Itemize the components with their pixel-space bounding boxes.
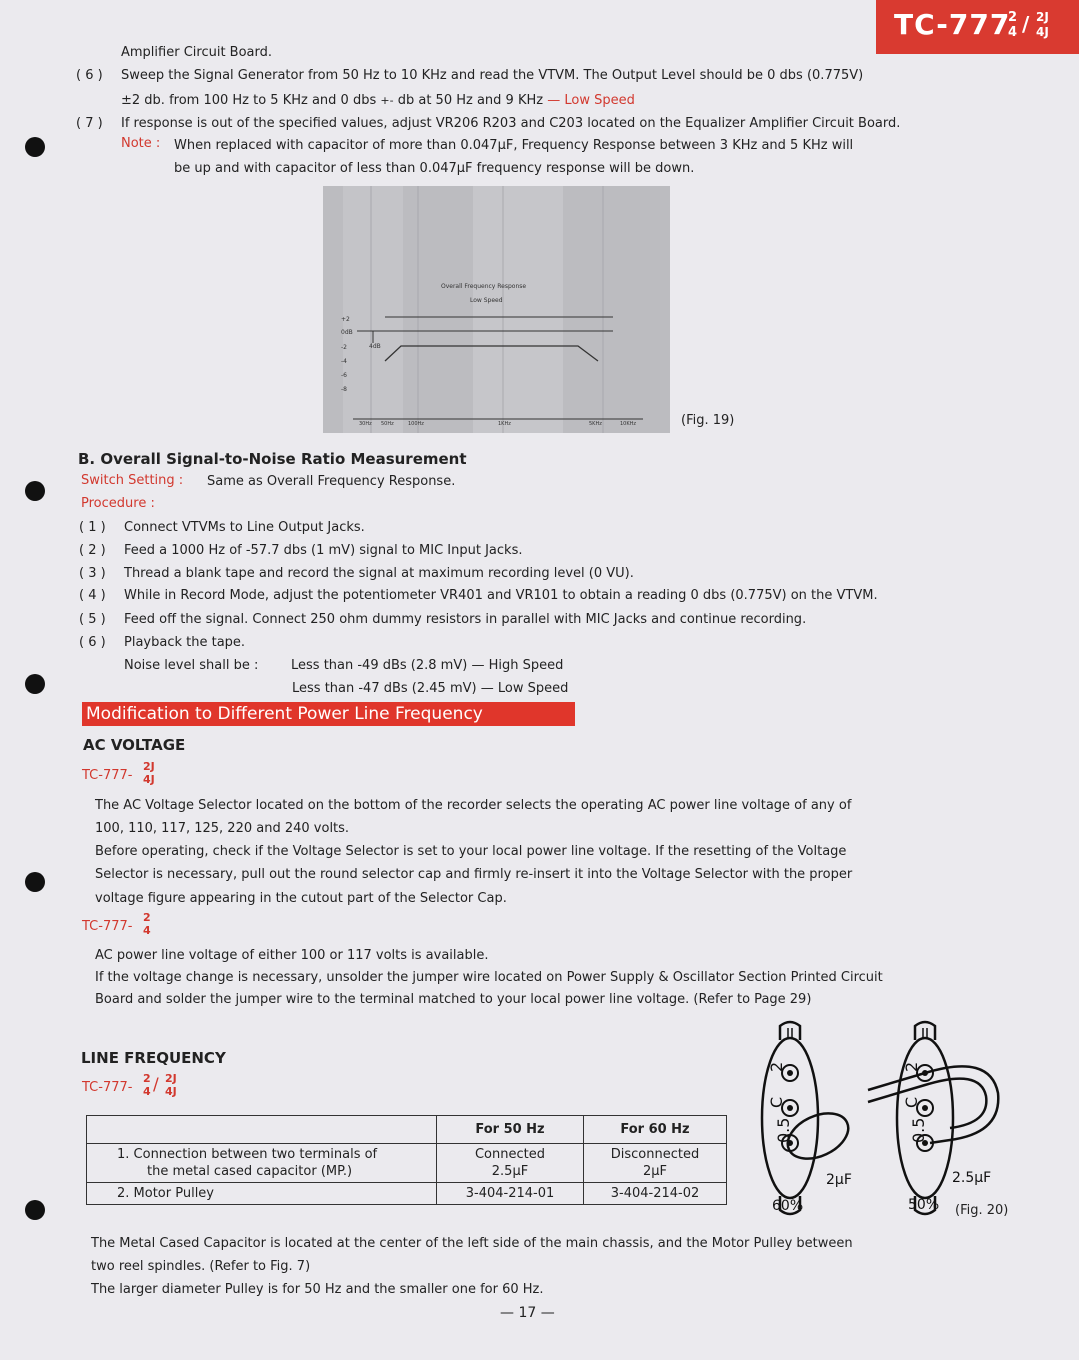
paragraph-line: The AC Voltage Selector located on the bottom of the recorder selects the operating AC power line voltage of any of	[95, 798, 852, 813]
step-num: ( 7 )	[76, 116, 103, 131]
paragraph-line: Before operating, check if the Voltage Selector is set to your local power line voltage. If the resetting of the Voltage	[95, 844, 847, 859]
capacitor-50hz	[868, 1022, 998, 1214]
graph-title: Overall Frequency Response	[441, 283, 527, 290]
capacitor-lug-slot	[788, 1028, 792, 1038]
y-tick: 0dB	[341, 329, 353, 336]
y-tick: -8	[341, 386, 347, 393]
terminal-label: C	[902, 1096, 921, 1108]
model-ref-sup: 2	[143, 1072, 151, 1085]
terminal-label: 2	[902, 1061, 921, 1072]
binder-hole	[25, 1200, 45, 1220]
note-text: When replaced with capacitor of more than 0.047μF, Frequency Response between 3 KHz and 5 KHz will	[174, 138, 854, 153]
intro-line: Amplifier Circuit Board.	[121, 45, 273, 60]
model-ref-sub: 4J	[143, 773, 155, 786]
model-ref-main: TC-777-	[82, 768, 133, 783]
graph-subtitle: Low Speed	[470, 297, 503, 304]
fig20-caption: (Fig. 20)	[955, 1203, 1009, 1218]
low-speed-label: — Low Speed	[547, 93, 635, 108]
note-label: Note :	[121, 136, 161, 151]
frequency-response-graph	[323, 186, 670, 433]
table-cell-line: Disconnected	[610, 1147, 700, 1162]
noise-label: Noise level shall be :	[124, 658, 259, 673]
table-cell-line: 1. Connection between two terminals of	[117, 1147, 378, 1162]
step-text: If response is out of the specified values, adjust VR206 R203 and C203 located on the Equalizer Amplifier Circuit Board.	[121, 116, 901, 131]
model-badge	[876, 0, 1079, 54]
procedure-label: Procedure :	[81, 496, 155, 511]
modification-heading: Modification to Different Power Line Frequency	[82, 702, 575, 726]
graph-band	[343, 186, 403, 433]
model-ref-slash: /	[153, 1075, 159, 1095]
binder-hole	[25, 137, 45, 157]
table-header-cell: For 50 Hz	[437, 1116, 584, 1144]
step-text: Sweep the Signal Generator from 50 Hz to 10 KHz and read the VTVM. The Output Level should be 0 dbs (0.775V)	[121, 68, 864, 83]
paragraph-line: The larger diameter Pulley is for 50 Hz and the smaller one for 60 Hz.	[91, 1282, 544, 1297]
table-cell-line: 2.5μF	[491, 1164, 529, 1179]
section-b-title: B. Overall Signal-to-Noise Ratio Measurement	[78, 450, 467, 468]
fig19-caption: (Fig. 19)	[681, 413, 735, 428]
table-cell-line: Connected	[474, 1147, 545, 1162]
capacitance-label: 2μF	[826, 1172, 852, 1188]
noise-spec-high: Less than -49 dBs (2.8 mV) — High Speed	[291, 658, 564, 673]
x-tick: 1KHz	[498, 421, 511, 427]
paragraph-line: AC power line voltage of either 100 or 117 volts is available.	[95, 948, 489, 963]
page-number: — 17 —	[500, 1305, 555, 1321]
capacitor-lug-slot	[923, 1028, 927, 1038]
model-badge-slash-sup: 2J	[1036, 10, 1049, 24]
model-ref-main: TC-777-	[82, 919, 133, 934]
binder-hole	[25, 872, 45, 892]
line-frequency-table	[86, 1115, 727, 1205]
paragraph-line: two reel spindles. (Refer to Fig. 7)	[91, 1259, 311, 1274]
terminal-label: 0.5	[774, 1117, 793, 1143]
paragraph-line: Board and solder the jumper wire to the terminal matched to your local power line voltage. (Refer to Page 29)	[95, 992, 812, 1007]
table-cell: 2. Motor Pulley	[87, 1183, 437, 1205]
paragraph-line: If the voltage change is necessary, unsolder the jumper wire located on Power Supply & Oscillator Section Printed Circuit	[95, 970, 883, 985]
model-ref-sub: 4	[143, 924, 151, 937]
ac-voltage-title: AC VOLTAGE	[83, 736, 186, 754]
switch-setting-label: Switch Setting :	[81, 473, 184, 488]
table-cell	[87, 1144, 437, 1183]
frequency-label: 50%	[908, 1197, 940, 1213]
x-tick: 5KHz	[589, 421, 602, 427]
model-badge-sup: 2	[1008, 10, 1018, 25]
table-header-cell: For 60 Hz	[584, 1116, 727, 1144]
switch-setting-value: Same as Overall Frequency Response.	[207, 474, 456, 489]
frequency-label: 60%	[772, 1198, 804, 1214]
model-badge-slash: /	[1022, 12, 1030, 36]
terminal-label: C	[767, 1096, 786, 1108]
x-tick: 100Hz	[408, 421, 424, 427]
model-ref	[82, 761, 202, 789]
tolerance-glyph: +-	[380, 94, 394, 107]
table-row	[87, 1144, 727, 1183]
terminal	[787, 1070, 793, 1076]
table-row	[87, 1183, 727, 1205]
binder-hole	[25, 674, 45, 694]
capacitor-60hz	[762, 1022, 855, 1214]
note-text: be up and with capacitor of less than 0.047μF frequency response will be down.	[174, 161, 695, 176]
noise-spec-low: Less than -47 dBs (2.45 mV) — Low Speed	[292, 681, 569, 696]
line-frequency-title: LINE FREQUENCY	[81, 1049, 226, 1067]
model-badge-sub: 4	[1008, 25, 1018, 40]
step-num: ( 3 )	[79, 566, 106, 581]
x-tick: 50Hz	[381, 421, 394, 427]
table-header-cell	[87, 1116, 437, 1144]
step-text: Feed off the signal. Connect 250 ohm dummy resistors in parallel with MIC Jacks and continue recording.	[124, 612, 807, 627]
paragraph-line: Selector is necessary, pull out the round selector cap and firmly re-insert it into the Voltage Selector with the proper	[95, 867, 853, 882]
capacitance-label: 2.5μF	[952, 1170, 992, 1186]
table-cell-line: the metal cased capacitor (MP.)	[147, 1164, 353, 1179]
terminal-label: 0.5	[909, 1117, 928, 1143]
model-ref-main: TC-777-	[82, 1080, 133, 1095]
tolerance-label: 4dB	[369, 343, 381, 350]
step-num: ( 5 )	[79, 612, 106, 627]
model-ref-sub: 4	[143, 1085, 151, 1098]
x-tick: 10KHz	[620, 421, 637, 427]
table-cell-line: 2μF	[642, 1164, 668, 1179]
model-badge-slash-sub: 4J	[1036, 25, 1049, 39]
model-ref	[82, 1072, 212, 1102]
binder-hole	[25, 481, 45, 501]
model-ref-sub: 4J	[165, 1085, 177, 1098]
step-text: Connect VTVMs to Line Output Jacks.	[124, 520, 365, 535]
y-tick: +2	[341, 316, 350, 323]
step-num: ( 6 )	[79, 635, 106, 650]
table-cell: 3-404-214-02	[584, 1183, 727, 1205]
step-num: ( 6 )	[76, 68, 103, 83]
capacitor-diagram	[740, 1018, 1040, 1223]
step-text-part: ±2 db. from 100 Hz to 5 KHz and 0 dbs	[121, 93, 377, 108]
y-tick: -6	[341, 372, 347, 379]
table-cell	[437, 1144, 584, 1183]
paragraph-line: 100, 110, 117, 125, 220 and 240 volts.	[95, 821, 350, 836]
model-ref-sup: 2J	[165, 1072, 177, 1085]
step-num: ( 1 )	[79, 520, 106, 535]
model-badge-main: TC-777	[894, 8, 1011, 41]
model-ref-sup: 2	[143, 911, 151, 924]
step-text	[121, 93, 635, 109]
terminal	[922, 1105, 928, 1111]
table-cell: 3-404-214-01	[437, 1183, 584, 1205]
step-text: Feed a 1000 Hz of -57.7 dbs (1 mV) signal to MIC Input Jacks.	[124, 543, 523, 558]
x-tick: 30Hz	[359, 421, 372, 427]
table-cell	[584, 1144, 727, 1183]
model-ref	[82, 911, 202, 939]
step-num: ( 2 )	[79, 543, 106, 558]
step-text-part: db at 50 Hz and 9 KHz	[397, 93, 544, 108]
paragraph-line: voltage figure appearing in the cutout part of the Selector Cap.	[95, 891, 507, 906]
paragraph-line: The Metal Cased Capacitor is located at the center of the left side of the main chassis, and the Motor Pulley between	[91, 1236, 853, 1251]
y-tick: -4	[341, 358, 347, 365]
y-tick: -2	[341, 344, 347, 351]
step-num: ( 4 )	[79, 588, 106, 603]
table-header-row	[87, 1116, 727, 1144]
graph-band	[473, 186, 563, 433]
step-text: Thread a blank tape and record the signal at maximum recording level (0 VU).	[124, 566, 634, 581]
terminal	[787, 1105, 793, 1111]
step-text: Playback the tape.	[124, 635, 246, 650]
terminal-label: 2	[767, 1061, 786, 1072]
model-ref-sup: 2J	[143, 760, 155, 773]
step-text: While in Record Mode, adjust the potentiometer VR401 and VR101 to obtain a reading 0 dbs (0.775V) on the VTVM.	[124, 588, 878, 603]
